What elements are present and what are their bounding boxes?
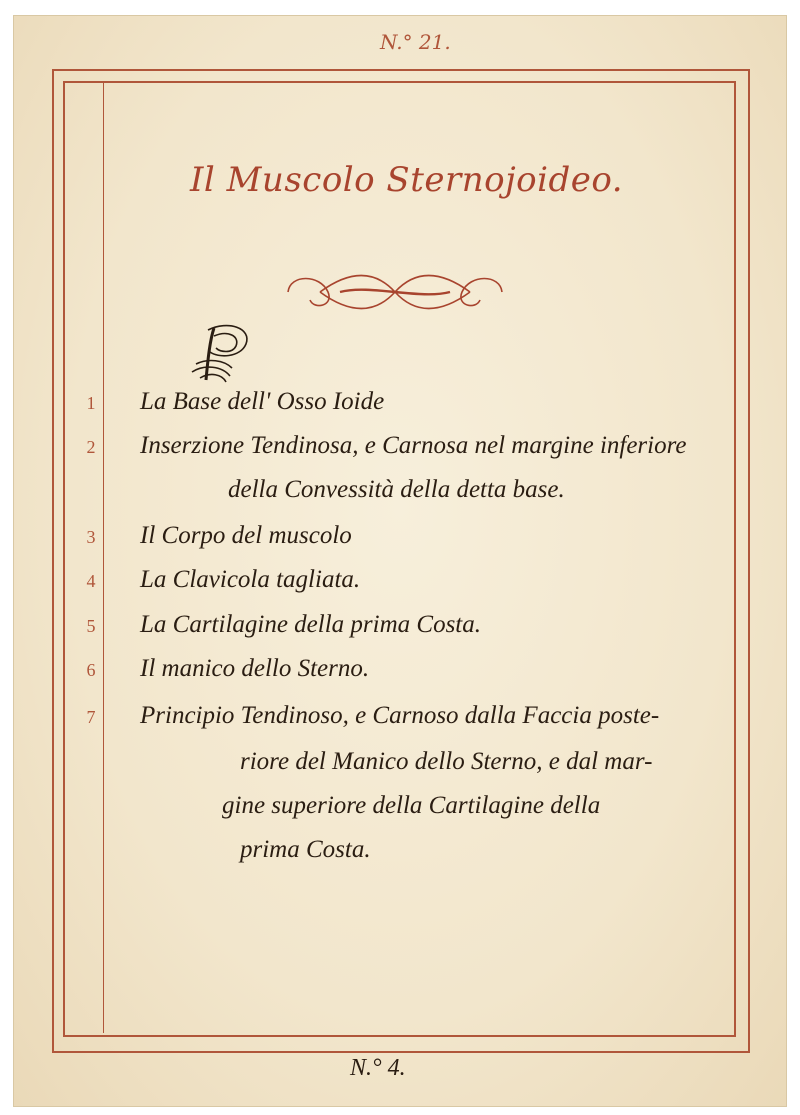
item-number: 7 <box>86 707 96 727</box>
item-line: La Base dell' Osso Ioide <box>140 388 385 415</box>
margin-rule <box>103 83 104 1033</box>
decorated-initial-icon <box>188 318 258 388</box>
item-number: 4 <box>86 571 96 591</box>
folio-number: N.° 4. <box>350 1055 406 1081</box>
calligraphic-flourish-icon <box>280 262 510 322</box>
item-line: La Cartilagine della prima Costa. <box>140 611 482 638</box>
item-line: La Clavicola tagliata. <box>140 566 361 593</box>
item-number: 2 <box>86 437 96 457</box>
item-line: della Convessità della detta base. <box>228 476 565 503</box>
item-number: 3 <box>86 527 96 547</box>
sheet-number: N.° 21. <box>380 30 451 54</box>
item-line: gine superiore della Cartilagine della <box>222 792 601 819</box>
item-line: riore del Manico dello Sterno, e dal mar- <box>240 748 653 775</box>
item-line: Principio Tendinoso, e Carnoso dalla Faccia poste- <box>140 702 660 729</box>
item-line: Il manico dello Sterno. <box>140 655 370 682</box>
item-line: Il Corpo del muscolo <box>140 522 352 549</box>
item-line: Inserzione Tendinosa, e Carnosa nel margine inferiore <box>140 432 687 459</box>
item-number: 1 <box>86 393 96 413</box>
inner-border <box>63 81 736 1037</box>
item-line: prima Costa. <box>240 836 371 863</box>
page-title: Il Muscolo Sternojoideo. <box>190 160 624 200</box>
item-number: 5 <box>86 616 96 636</box>
item-number: 6 <box>86 660 96 680</box>
